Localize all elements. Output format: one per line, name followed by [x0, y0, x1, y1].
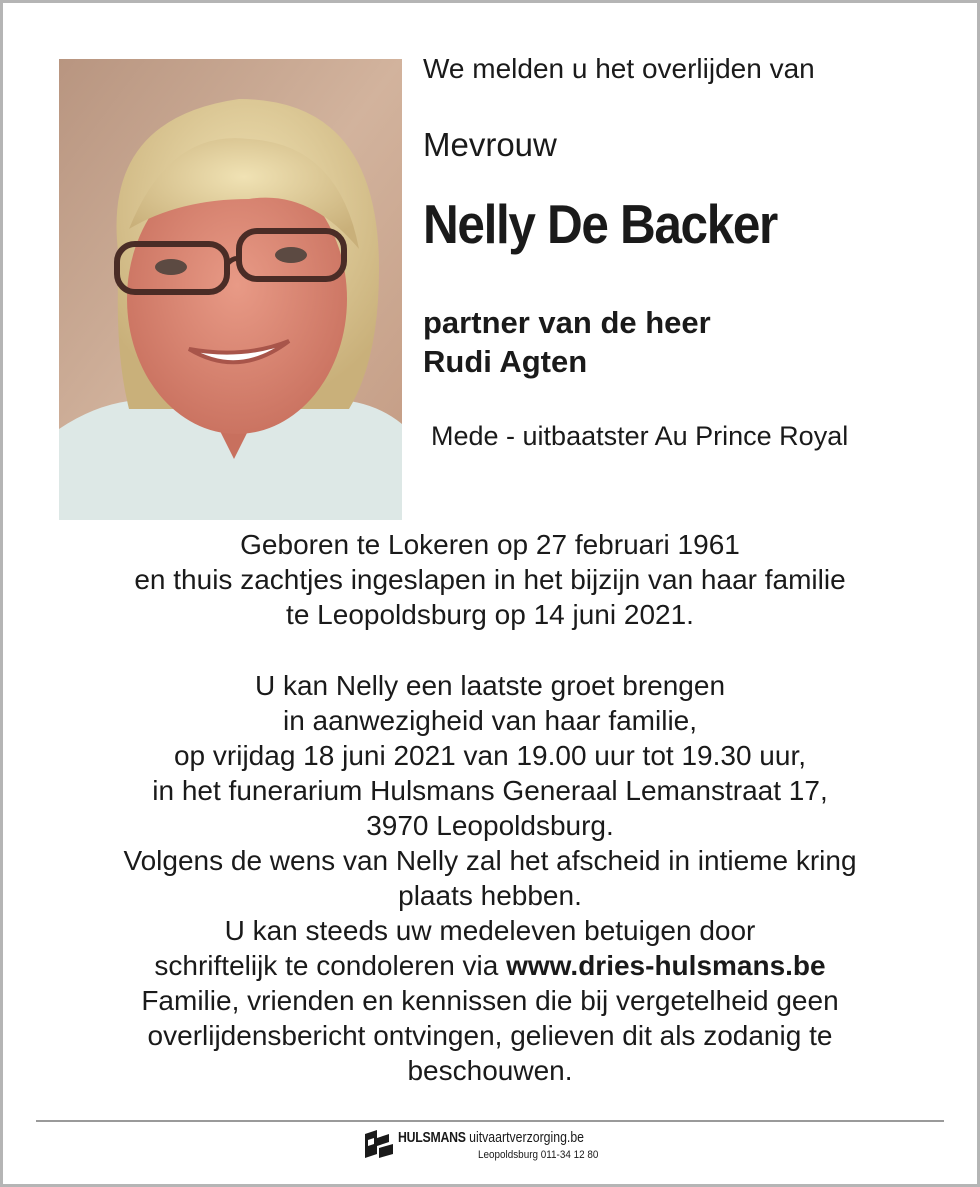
condolence-line: [40, 948, 940, 983]
footer-contact: Leopoldsburg 011-34 12 80: [478, 1149, 599, 1161]
hulsmans-logo-icon: [363, 1128, 395, 1163]
death-place-line: te Leopoldsburg op 14 juni 2021.: [286, 599, 694, 630]
birth-line: Geboren te Lokeren op 27 februari 1961: [240, 529, 740, 560]
visit-line: Volgens de wens van Nelly zal het afscheid in intieme kring: [123, 845, 857, 876]
final-line: beschouwen.: [407, 1055, 573, 1086]
partner-name: Rudi Agten: [423, 344, 588, 379]
partner-block: [423, 303, 711, 381]
footer-divider: [36, 1120, 944, 1122]
condolence-prefix: schriftelijk te condoleren via: [154, 950, 499, 981]
deceased-name: Nelly De Backer: [423, 193, 777, 255]
visit-line: U kan Nelly een laatste groet brengen: [254, 670, 726, 701]
footer-brand: [398, 1129, 584, 1146]
brand-name: HULSMANS: [398, 1129, 466, 1146]
visit-line: op vrijdag 18 juni 2021 van 19.00 uur tot 19.30 uur,: [173, 740, 807, 771]
portrait-photo: [59, 59, 402, 520]
death-line: en thuis zachtjes ingeslapen in het bijzijn van haar familie: [134, 564, 846, 595]
partner-line: partner van de heer: [423, 305, 711, 340]
honorific: Mevrouw: [423, 126, 557, 163]
notice-body: [40, 527, 940, 1088]
visit-line: U kan steeds uw medeleven betuigen door: [224, 915, 756, 946]
condolence-link[interactable]: www.dries-hulsmans.be: [506, 950, 826, 981]
role-line: Mede - uitbaatster Au Prince Royal: [431, 421, 849, 451]
final-line: overlijdensbericht ontvingen, gelieven dit als zodanig te: [147, 1020, 833, 1051]
final-line: Familie, vrienden en kennissen die bij vergetelheid geen: [141, 985, 839, 1016]
visit-line: in aanwezigheid van haar familie,: [282, 705, 698, 736]
announcement-intro: We melden u het overlijden van: [423, 53, 815, 84]
visit-line: plaats hebben.: [398, 880, 582, 911]
visit-line: in het funerarium Hulsmans Generaal Lemanstraat 17,: [152, 775, 828, 806]
visit-line: 3970 Leopoldsburg.: [366, 810, 614, 841]
brand-tagline: uitvaartverzorging.be: [469, 1129, 585, 1146]
